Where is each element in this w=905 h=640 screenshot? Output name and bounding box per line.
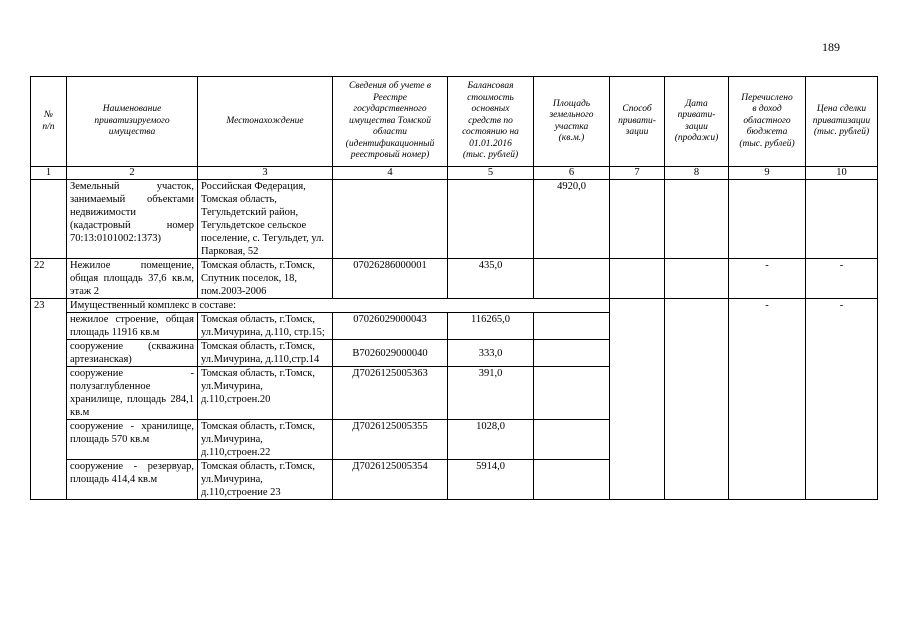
column-number: 7 (610, 167, 665, 180)
column-number: 9 (729, 167, 806, 180)
item-price: - (806, 259, 878, 299)
item-name: сооружение - полузаглубленное хранилище, площадь 284,1 кв.м (67, 367, 198, 420)
item-name: сооружение - резервуар, площадь 414,4 кв.м (67, 460, 198, 500)
item-transferred: - (729, 299, 806, 500)
header-row (31, 77, 878, 167)
header-land-area: Площадь земельного участка (кв.м.) (534, 77, 610, 167)
item-registry-id: Д7026125005363 (333, 367, 448, 420)
item-location: Томская область, г.Томск, Спутник поселок, 18, пом.2003-2006 (198, 259, 333, 299)
table-row (31, 180, 878, 259)
item-location: Томская область, г.Томск, ул.Мичурина, д.110,строение 23 (198, 460, 333, 500)
column-number: 8 (665, 167, 729, 180)
header-method: Способ привати- зации (610, 77, 665, 167)
item-registry-id: Д7026125005355 (333, 420, 448, 460)
item-land-area (534, 259, 610, 299)
item-name: Земельный участок, занимаемый объектами недвижимости (кадастровый номер 70:13:0101002:1373) (67, 180, 198, 259)
item-location: Томская область, г.Томск, ул.Мичурина, д.110, стр.15; (198, 313, 333, 340)
item-registry-id: Д7026125005354 (333, 460, 448, 500)
header-date: Дата привати- зации (продажи) (665, 77, 729, 167)
item-transferred: - (729, 259, 806, 299)
header-balance: Балансовая стоимость основных средств по состоянию на 01.01.2016 (тыс. рублей) (448, 77, 534, 167)
complex-title: Имущественный комплекс в составе: (67, 299, 610, 313)
row-number: 22 (31, 259, 67, 299)
column-number: 10 (806, 167, 878, 180)
item-date (665, 180, 729, 259)
column-number: 4 (333, 167, 448, 180)
item-location: Российская Федерация, Томская область, Тегульдетский район, Тегульдетское сельское поселение, с. Тегульдет, ул. Парковая, 52 (198, 180, 333, 259)
table-row (31, 259, 878, 299)
item-name: сооружение - хранилище, площадь 570 кв.м (67, 420, 198, 460)
item-balance: 5914,0 (448, 460, 534, 500)
column-number: 6 (534, 167, 610, 180)
column-number-row (31, 167, 878, 180)
item-balance: 333,0 (448, 340, 534, 367)
item-registry-id: В7026029000040 (333, 340, 448, 367)
item-balance: 435,0 (448, 259, 534, 299)
item-location: Томская область, г.Томск, ул.Мичурина, д.110,строен.20 (198, 367, 333, 420)
header-num: № п/п (31, 77, 67, 167)
item-registry-id: 07026286000001 (333, 259, 448, 299)
column-number: 1 (31, 167, 67, 180)
item-balance: 116265,0 (448, 313, 534, 340)
item-method (610, 180, 665, 259)
item-price (806, 180, 878, 259)
item-land-area (534, 367, 610, 420)
item-land-area (534, 460, 610, 500)
item-registry-id: 07026029000043 (333, 313, 448, 340)
column-number: 3 (198, 167, 333, 180)
item-name: нежилое строение, общая площадь 11916 кв.м (67, 313, 198, 340)
header-registry: Сведения об учете в Реестре государственного имущества Томской области (идентификационный реестровый номер) (333, 77, 448, 167)
item-name: Нежилое помещение, общая площадь 37,6 кв.м, этаж 2 (67, 259, 198, 299)
table-row (31, 299, 878, 313)
item-balance (448, 180, 534, 259)
item-balance: 391,0 (448, 367, 534, 420)
item-land-area (534, 420, 610, 460)
header-transferred: Перечислено в доход областного бюджета (тыс. рублей) (729, 77, 806, 167)
item-date (665, 259, 729, 299)
header-location: Местонахождение (198, 77, 333, 167)
privatization-table (30, 76, 878, 500)
item-method (610, 299, 665, 500)
item-name: сооружение (скважина артезианская) (67, 340, 198, 367)
item-land-area: 4920,0 (534, 180, 610, 259)
column-number: 5 (448, 167, 534, 180)
header-price: Цена сделки приватизации (тыс. рублей) (806, 77, 878, 167)
column-number: 2 (67, 167, 198, 180)
row-number (31, 180, 67, 259)
header-name: Наименование приватизируемого имущества (67, 77, 198, 167)
item-land-area (534, 340, 610, 367)
item-transferred (729, 180, 806, 259)
item-price: - (806, 299, 878, 500)
item-method (610, 259, 665, 299)
item-registry-id (333, 180, 448, 259)
item-balance: 1028,0 (448, 420, 534, 460)
item-location: Томская область, г.Томск, ул.Мичурина, д.110,стр.14 (198, 340, 333, 367)
item-date (665, 299, 729, 500)
item-location: Томская область, г.Томск, ул.Мичурина, д.110,строен.22 (198, 420, 333, 460)
page-number: 189 (822, 40, 840, 54)
item-land-area (534, 313, 610, 340)
row-number: 23 (31, 299, 67, 500)
